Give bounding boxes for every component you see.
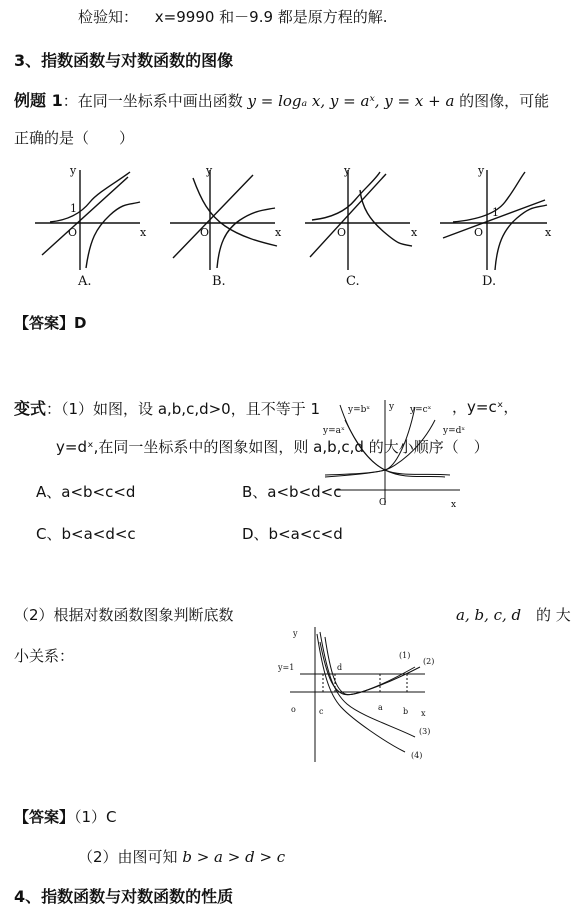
log-label-3: (3) <box>419 727 431 736</box>
graph-c <box>305 170 412 270</box>
example-suffix: 的图像，可能 <box>459 92 550 110</box>
log-label-x: x <box>421 709 426 718</box>
graph-c-y-label: y <box>344 164 351 177</box>
variant-line1-end: ，y=cˣ， <box>452 398 519 416</box>
part2-vars-line <box>456 604 571 625</box>
log-label-a: a <box>378 703 383 712</box>
check-text: x=9990 和－9.9 都是原方程的解. <box>154 8 388 26</box>
curve-c <box>325 407 415 477</box>
log-label-y1: y=1 <box>278 663 295 672</box>
label-ya: y=aˣ <box>323 426 345 436</box>
choice-b: B、a<b<d<c <box>242 483 342 501</box>
graph-d-log <box>495 205 547 270</box>
example-label: 例题 1 <box>14 91 63 110</box>
answer-1-label: 【答案】 <box>14 314 75 332</box>
part2-line2: 小关系： <box>14 647 75 665</box>
check-line <box>78 6 388 27</box>
graph-a-origin: O <box>68 226 78 239</box>
graph-c-log <box>360 190 412 246</box>
log-curve-4 <box>317 634 405 752</box>
graph-d-y-label: y <box>478 164 485 177</box>
example-formula: y = logₐ x, y = aˣ, y = x + a <box>247 92 455 110</box>
graph-d <box>440 170 547 270</box>
log-curve-3 <box>320 632 415 737</box>
example-1-line1 <box>14 88 549 111</box>
graph-d-one: 1 <box>492 206 499 219</box>
section-3-title: 3、指数函数与对数函数的图像 <box>14 51 234 70</box>
graph-a-log <box>86 202 140 268</box>
label-yc: y=cˣ <box>410 405 432 415</box>
answer-1 <box>14 312 86 333</box>
graph-b-y-label: y <box>206 164 213 177</box>
label-o: O <box>379 498 387 508</box>
log-label-1: (1) <box>399 651 411 660</box>
choice-a: A、a<b<c<d <box>36 483 136 501</box>
graph-a-x-label: x <box>140 226 147 239</box>
choice-c: C、b<a<d<c <box>36 525 136 543</box>
answer-2-line1 <box>14 806 117 827</box>
graph-c-origin: O <box>337 226 347 239</box>
variant-line2: y=dˣ,在同一坐标系中的图象如图，则 a,b,c,d 的大小顺序（ ） <box>56 438 489 456</box>
log-label-b: b <box>403 707 409 716</box>
label-yb: y=bˣ <box>348 405 371 415</box>
log-label-c: c <box>319 707 324 716</box>
option-d: D. <box>482 274 497 289</box>
graph-a-exp <box>50 172 130 222</box>
graph-d-exp <box>453 172 525 222</box>
option-b: B. <box>212 274 226 289</box>
part2-vars: a, b, c, d <box>456 606 522 624</box>
graph-b <box>170 170 277 270</box>
curve-a <box>345 420 450 475</box>
answer-2-line2 <box>78 846 285 867</box>
section-4-title: 4、指数函数与对数函数的性质 <box>14 887 234 906</box>
graph-d-x-label: x <box>545 226 552 239</box>
graph-c-x-label: x <box>411 226 418 239</box>
answer-2-label: 【答案】 <box>14 808 75 826</box>
answer-2-part1: （1）C <box>74 808 117 826</box>
graph-b-x-label: x <box>275 226 282 239</box>
answer-2-part2-prefix: （2）由图可知 <box>78 848 178 866</box>
graph-a-one: 1 <box>70 202 77 215</box>
check-label: 检验知： <box>78 8 139 26</box>
variant-log-graph <box>275 622 440 767</box>
label-y: y <box>389 402 395 412</box>
graph-a-line <box>42 177 128 255</box>
log-label-4: (4) <box>411 751 423 760</box>
answer-2-part2-formula: b > a > d > c <box>182 848 286 866</box>
label-yd: y=dˣ <box>443 426 466 436</box>
choice-d: D、b<a<c<d <box>242 525 343 543</box>
part2-tail: 的 大 <box>535 606 571 624</box>
variant-text: ：（1）如图，设 a,b,c,d>0，且不等于 1 <box>46 400 321 418</box>
example-graphs <box>30 160 560 295</box>
graph-a-y-label: y <box>70 164 77 177</box>
graph-d-origin: O <box>474 226 484 239</box>
graph-b-origin: O <box>200 226 210 239</box>
example-prefix: ：在同一坐标系中画出函数 <box>62 92 243 110</box>
option-c: C. <box>346 274 360 289</box>
log-label-d: d <box>337 663 343 672</box>
variant-line1 <box>14 396 320 419</box>
graph-c-exp <box>312 172 380 220</box>
example-1-line2: 正确的是（ ） <box>14 129 135 147</box>
log-label-2: (2) <box>423 657 435 666</box>
graph-a <box>35 170 140 270</box>
log-label-o: o <box>291 705 296 714</box>
label-x: x <box>451 500 457 510</box>
graph-b-line <box>173 175 253 258</box>
answer-1-value: D <box>74 314 87 332</box>
graph-b-log <box>217 208 275 268</box>
part2-line1: （2）根据对数函数图象判断底数 <box>14 606 234 624</box>
log-label-y: y <box>293 629 298 638</box>
variant-label: 变式 <box>14 399 47 418</box>
option-a: A. <box>78 274 92 289</box>
